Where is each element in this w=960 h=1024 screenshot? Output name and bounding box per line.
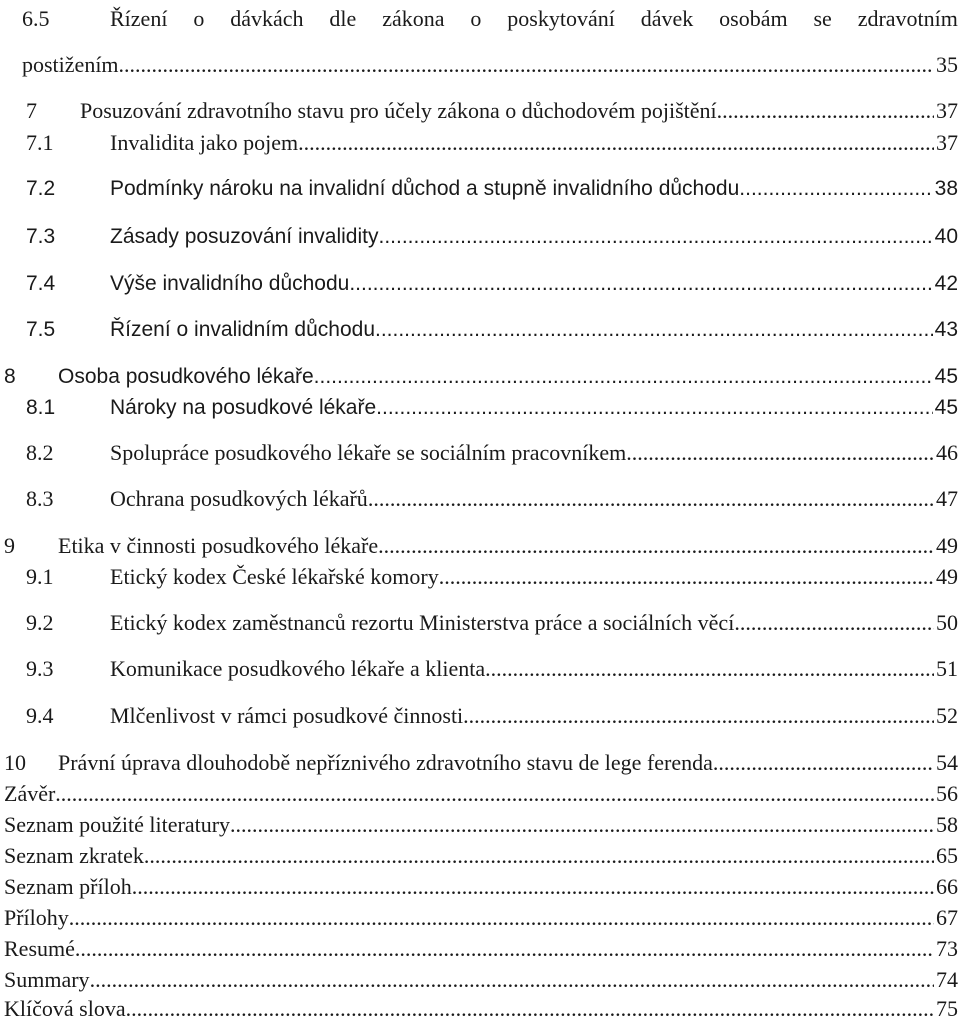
toc-entry-title: Závěr [4, 781, 56, 806]
toc-entry-7-3[interactable] [0, 224, 958, 252]
toc-entry-title: Etický kodex České lékařské komory [110, 564, 439, 589]
toc-leader-dots [132, 874, 934, 900]
toc-entry-number: 7.2 [26, 177, 56, 200]
toc-entry-summary[interactable] [0, 967, 958, 995]
toc-entry-page: 52 [936, 703, 958, 728]
toc-entry-number: 7 [26, 98, 37, 123]
toc-entry-title: Přílohy [4, 905, 69, 930]
toc-entry-title: Komunikace posudkového lékaře a klienta [110, 656, 486, 681]
toc-leader-dots [119, 52, 934, 78]
toc-leader-dots [349, 271, 932, 297]
toc-entry-number: 7.3 [26, 225, 56, 248]
toc-entry-klicova-slova[interactable] [0, 996, 958, 1024]
toc-entry-title: Výše invalidního důchodu [110, 272, 350, 295]
toc-entry-zaver[interactable] [0, 781, 958, 809]
toc-entry-page: 54 [936, 750, 958, 775]
toc-entry-seznam-literatury[interactable] [0, 812, 958, 840]
toc-entry-number: 7.4 [26, 272, 56, 295]
toc-entry-10[interactable] [0, 750, 958, 778]
toc-entry-8-1[interactable] [0, 395, 958, 423]
toc-entry-title: Invalidita jako pojem [110, 130, 299, 155]
toc-entry-title: Právní úprava dlouhodobě nepříznivého zdravotního stavu de lege ferenda [58, 750, 713, 775]
toc-entry-page: 50 [936, 610, 958, 635]
toc-entry-6-5-continuation[interactable] [0, 52, 958, 80]
toc-entry-title: Podmínky nároku na invalidní důchod a stupně invalidního důchodu [110, 177, 740, 200]
toc-entry-number: 8.3 [26, 486, 54, 511]
toc-entry-8[interactable] [0, 364, 958, 392]
toc-entry-7-2[interactable] [0, 176, 958, 204]
toc-entry-number: 8 [4, 365, 16, 388]
toc-entry-page: 40 [934, 225, 958, 248]
toc-leader-dots [439, 564, 934, 590]
toc-entry-7-4[interactable] [0, 271, 958, 299]
toc-entry-page: 37 [936, 98, 958, 123]
toc-leader-dots [230, 812, 934, 838]
toc-entry-title: Zásady posuzování invalidity [110, 225, 379, 248]
toc-entry-7-5[interactable] [0, 317, 958, 345]
toc-leader-dots [75, 936, 934, 962]
toc-entry-page: 65 [936, 843, 958, 868]
toc-entry-page: 56 [936, 781, 958, 806]
toc-entry-9[interactable] [0, 533, 958, 561]
toc-leader-dots [90, 967, 934, 993]
toc-leader-dots [298, 130, 934, 156]
toc-entry-title: Mlčenlivost v rámci posudkové činnosti [110, 703, 464, 728]
toc-entry-7-1[interactable] [0, 130, 958, 158]
toc-entry-page: 74 [936, 967, 958, 992]
toc-entry-title: Posuzování zdravotního stavu pro účely zákona o důchodovém pojištění [80, 98, 717, 123]
toc-entry-title-line1: Řízení o dávkách dle zákona o poskytování dávek osobám se zdravotním [110, 6, 958, 31]
toc-entry-title: Osoba posudkového lékaře [58, 365, 314, 388]
toc-entry-title: Seznam příloh [4, 874, 132, 899]
toc-entry-prilohy[interactable] [0, 905, 958, 933]
toc-entry-title: Summary [4, 967, 90, 992]
toc-leader-dots [626, 440, 934, 466]
toc-entry-title: Resumé [4, 936, 75, 961]
toc-leader-dots [144, 843, 934, 869]
toc-entry-number: 9.1 [26, 564, 54, 589]
toc-entry-page: 38 [934, 177, 958, 200]
toc-leader-dots [717, 98, 934, 124]
toc-entry-page: 49 [936, 564, 958, 589]
toc-entry-title: Řízení o invalidním důchodu [110, 318, 375, 341]
toc-entry-title: Etický kodex zaměstnanců rezortu Ministerstva práce a sociálních věcí [110, 610, 735, 635]
toc-leader-dots [126, 996, 934, 1022]
toc-entry-page: 42 [934, 272, 958, 295]
toc-leader-dots [376, 395, 932, 421]
toc-leader-dots [713, 750, 934, 776]
toc-entry-title: Nároky na posudkové lékaře [110, 396, 377, 419]
toc-entry-title: Spolupráce posudkového lékaře se sociálním pracovníkem [110, 440, 627, 465]
toc-entry-title-line2: postižením [22, 52, 119, 77]
toc-entry-number: 9 [4, 533, 15, 558]
toc-entry-title: Seznam zkratek [4, 843, 144, 868]
toc-entry-seznam-zkratek[interactable] [0, 843, 958, 871]
toc-entry-page: 47 [936, 486, 958, 511]
toc-leader-dots [69, 905, 934, 931]
toc-leader-dots [485, 656, 934, 682]
toc-leader-dots [378, 533, 934, 559]
toc-entry-number: 7.5 [26, 318, 56, 341]
toc-entry-page: 67 [936, 905, 958, 930]
toc-entry-page: 73 [936, 936, 958, 961]
toc-entry-page: 35 [936, 52, 958, 77]
toc-entry-number: 7.1 [26, 130, 54, 155]
toc-entry-8-3[interactable] [0, 486, 958, 514]
toc-entry-number: 9.4 [26, 703, 54, 728]
toc-entry-number: 8.2 [26, 440, 54, 465]
toc-leader-dots [55, 781, 934, 807]
toc-entry-9-2[interactable] [0, 610, 958, 638]
toc-entry-title: Seznam použité literatury [4, 812, 231, 837]
toc-entry-number: 9.3 [26, 656, 54, 681]
toc-entry-page: 49 [936, 533, 958, 558]
toc-leader-dots [378, 224, 932, 250]
toc-leader-dots [734, 610, 934, 636]
toc-entry-9-1[interactable] [0, 564, 958, 592]
toc-leader-dots [463, 703, 934, 729]
toc-entry-number: 6.5 [22, 6, 50, 31]
toc-entry-page: 66 [936, 874, 958, 899]
toc-leader-dots [375, 317, 933, 343]
toc-entry-title: Ochrana posudkových lékařů [110, 486, 368, 511]
toc-entry-seznam-priloh[interactable] [0, 874, 958, 902]
toc-leader-dots [368, 486, 934, 512]
toc-entry-page: 45 [934, 396, 958, 419]
toc-leader-dots [739, 176, 932, 202]
toc-entry-9-3[interactable] [0, 656, 958, 684]
toc-leader-dots [314, 364, 933, 390]
toc-entry-title: Klíčová slova [4, 996, 126, 1021]
toc-entry-8-2[interactable] [0, 440, 958, 468]
toc-entry-page: 51 [936, 656, 958, 681]
toc-entry-page: 43 [934, 318, 958, 341]
toc-entry-number: 8.1 [26, 396, 56, 419]
toc-entry-9-4[interactable] [0, 703, 958, 731]
toc-entry-title: Etika v činnosti posudkového lékaře [58, 533, 379, 558]
toc-entry-page: 37 [936, 130, 958, 155]
toc-entry-number: 9.2 [26, 610, 54, 635]
toc-entry-page: 75 [936, 996, 958, 1021]
toc-entry-page: 45 [934, 365, 958, 388]
toc-entry-7[interactable] [0, 98, 958, 126]
toc-entry-resume[interactable] [0, 936, 958, 964]
toc-entry-6-5[interactable] [0, 6, 958, 34]
toc-entry-page: 46 [936, 440, 958, 465]
toc-entry-page: 58 [936, 812, 958, 837]
toc-entry-number: 10 [4, 750, 26, 775]
